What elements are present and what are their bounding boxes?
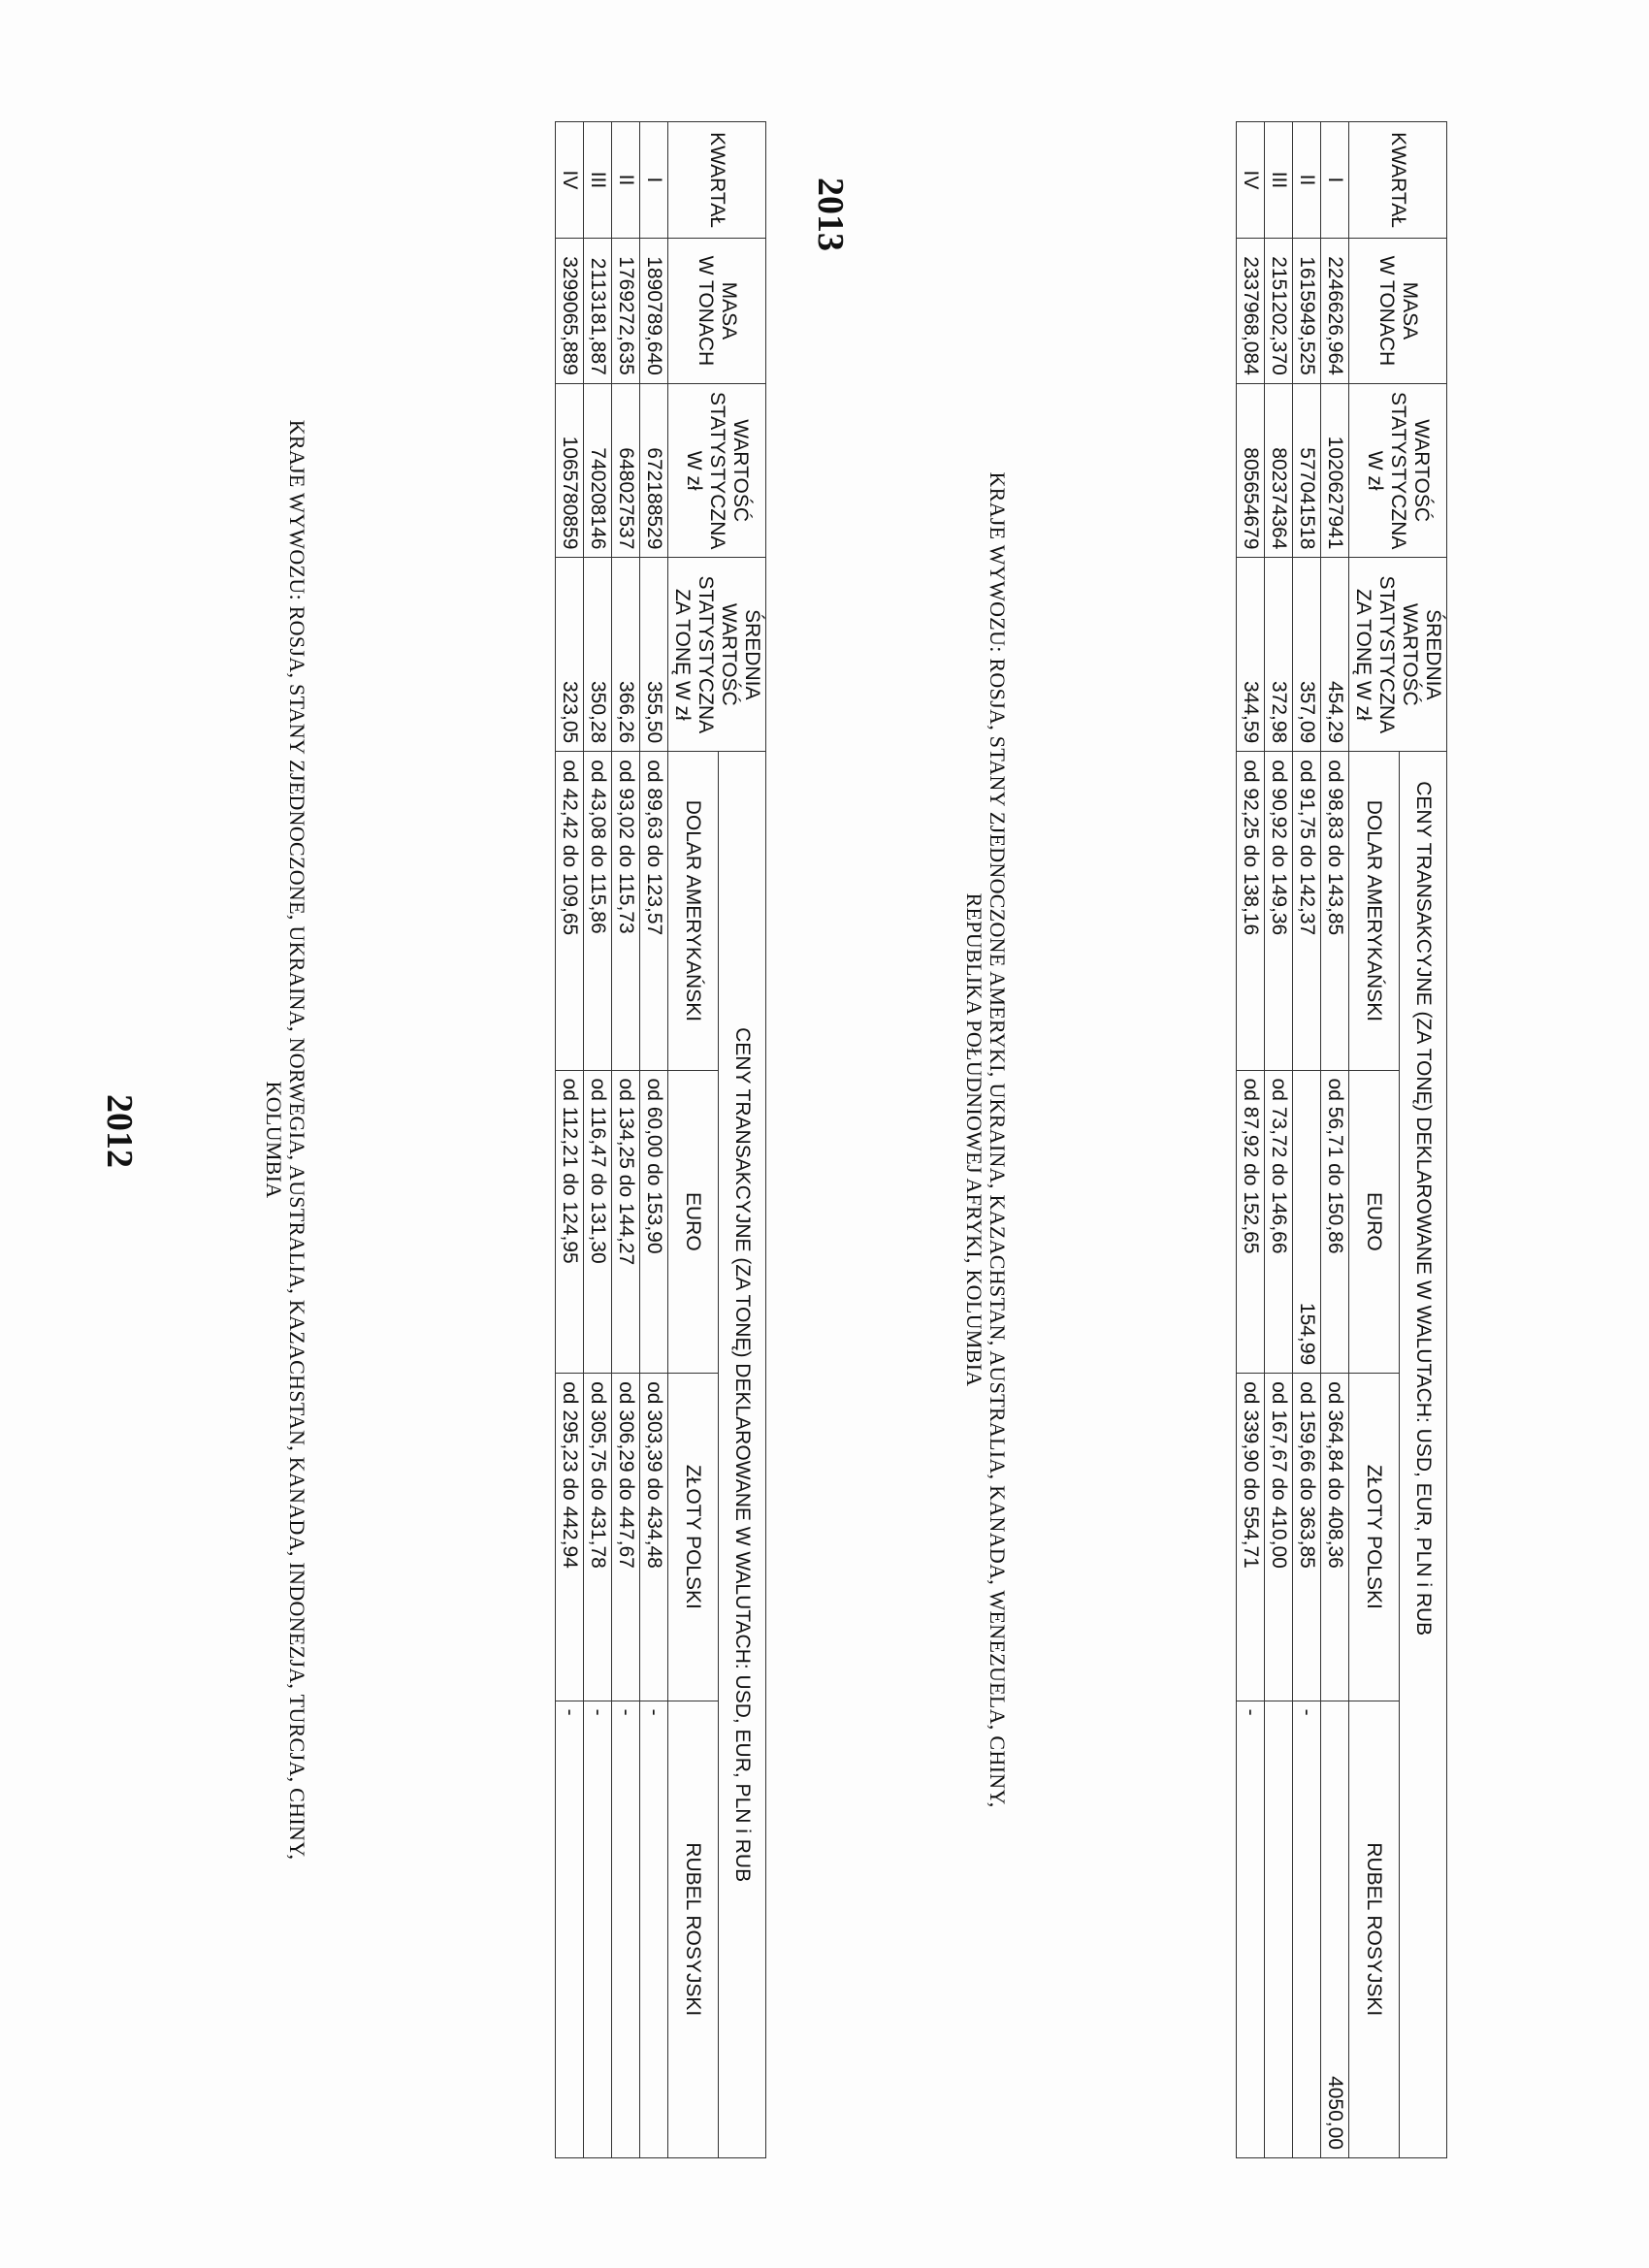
table-header-row bbox=[1399, 122, 1446, 2158]
table-header-row bbox=[718, 122, 765, 2158]
col-header-eur: EURO bbox=[668, 1070, 719, 1374]
col-header-usd: DOLAR AMERYKAŃSKI bbox=[1349, 752, 1400, 1070]
col-header-ceny-group: CENY TRANSAKCYJNE (ZA TONĘ) DEKLAROWANE W WALUTACH: USD, EUR, PLN i RUB bbox=[718, 752, 765, 2158]
col-header-eur: EURO bbox=[1349, 1070, 1400, 1374]
col-header-usd: DOLAR AMERYKAŃSKI bbox=[668, 752, 719, 1070]
table-row: IV 3299065,889 1065780859 323,05 od 42,42 do 109,65 od 112,21 do 124,95 od 295,23 do 442,94 - bbox=[556, 122, 584, 2158]
table-row: III 2151202,370 802374364 372,98 od 90,92 do 149,36 od 73,72 do 146,66 od 167,67 do 410,00 bbox=[1265, 122, 1293, 2158]
export-countries-2012: KRAJE WYWOZU: ROSJA, STANY ZJEDNOCZONE AMERYKI, UKRAINA, KAZACHSTAN, AUSTRALIA, KANADA, WENEZUELA, CHINY, REPUBLIKA POŁUDNIOWEJ AFRYKI, KOLUMBIA bbox=[962, 471, 1010, 1808]
table-2013 bbox=[555, 121, 766, 2158]
col-header-masa: MASA W TONACH bbox=[1349, 238, 1447, 383]
table-row: I 1890789,640 672188529 355,50 od 89,63 do 123,57 od 60,00 do 153,90 od 303,39 do 434,48 - bbox=[640, 122, 668, 2158]
col-header-srednia: ŚREDNIA WARTOŚĆ STATYSTYCZNA ZA TONĘ W zł bbox=[1349, 558, 1447, 752]
table-row: II 1769272,635 648027537 366,26 od 93,02 do 115,73 od 134,25 do 144,27 od 306,29 do 447,67 - bbox=[612, 122, 640, 2158]
table-row: I 2246626,964 1020627941 454,29 od 98,83 do 143,85 od 56,71 do 150,86 od 364,84 do 408,36 4050,00 bbox=[1321, 122, 1349, 2158]
col-header-rub: RUBEL ROSYJSKI bbox=[668, 1701, 719, 2157]
col-header-wartosc: WARTOŚĆ STATYSTYCZNA W zł bbox=[668, 383, 766, 558]
year-title-2013: 2013 bbox=[810, 178, 851, 251]
col-header-pln: ZŁOTY POLSKI bbox=[668, 1374, 719, 1701]
table-2012 bbox=[1236, 121, 1447, 2158]
table-row: III 2113181,887 740208146 350,28 od 43,08 do 115,86 od 116,47 do 131,30 od 305,75 do 431,78 - bbox=[584, 122, 612, 2158]
col-header-kwartal: KWARTAŁ bbox=[1349, 122, 1447, 239]
year-title-2012: 2012 bbox=[99, 1094, 140, 1168]
col-header-kwartal: KWARTAŁ bbox=[668, 122, 766, 239]
col-header-rub: RUBEL ROSYJSKI bbox=[1349, 1701, 1400, 2157]
col-header-ceny-group: CENY TRANSAKCYJNE (ZA TONĘ) DEKLAROWANE W WALUTACH: USD, EUR, PLN i RUB bbox=[1399, 752, 1446, 2158]
col-header-masa: MASA W TONACH bbox=[668, 238, 766, 383]
col-header-pln: ZŁOTY POLSKI bbox=[1349, 1374, 1400, 1701]
table-row: II 1615949,525 577041518 357,09 od 91,75 do 142,37 154,99 od 159,66 do 363,85 - bbox=[1293, 122, 1321, 2158]
export-countries-2013: KRAJE WYWOZU: ROSJA, STANY ZJEDNOCZONE, UKRAINA, NORWEGIA, AUSTRALIA, KAZACHSTAN, KANADA, INDONEZJA, TURCJA, CHINY, KOLUMBIA bbox=[262, 419, 309, 1861]
col-header-wartosc: WARTOŚĆ STATYSTYCZNA W zł bbox=[1349, 383, 1447, 558]
table-row: IV 2337968,084 805654679 344,59 od 92,25 do 138,16 od 87,92 do 152,65 od 339,90 do 554,71 - bbox=[1237, 122, 1265, 2158]
col-header-srednia: ŚREDNIA WARTOŚĆ STATYSTYCZNA ZA TONĘ W zł bbox=[668, 558, 766, 752]
